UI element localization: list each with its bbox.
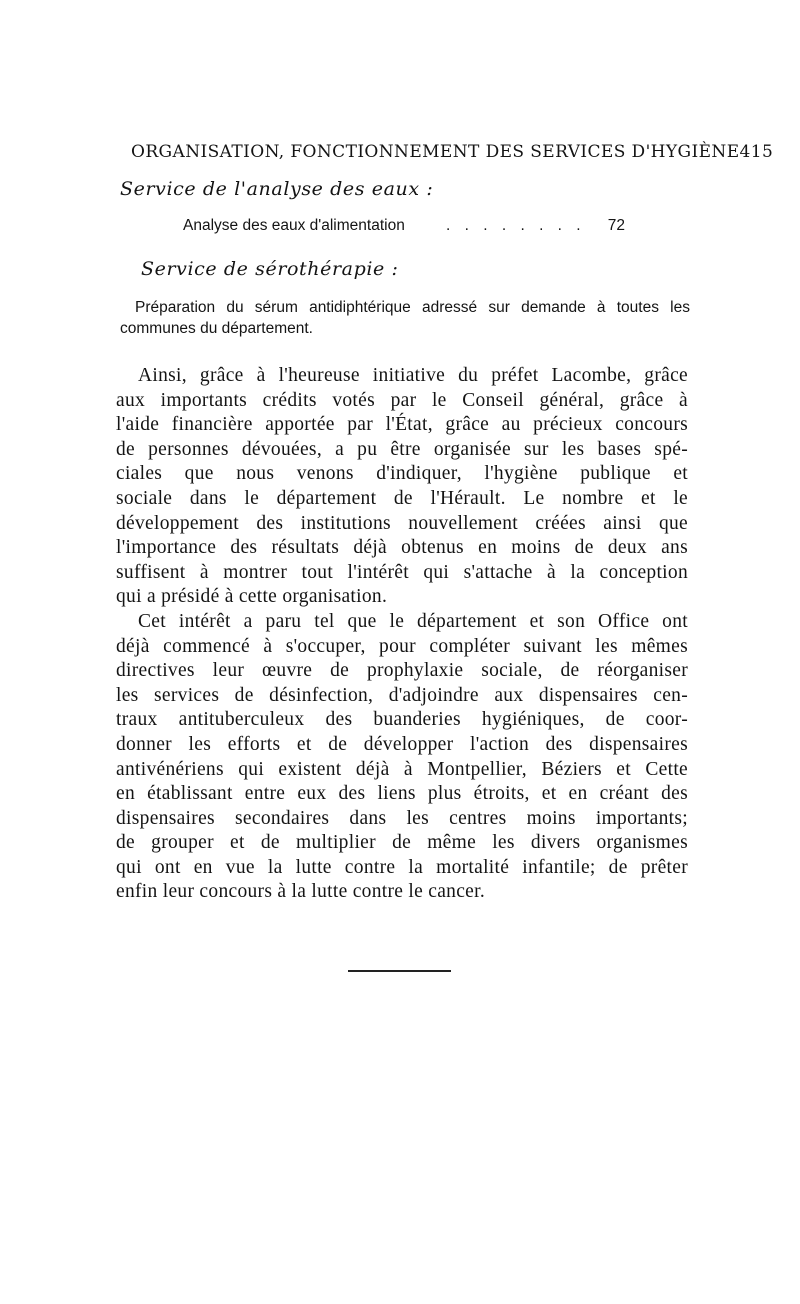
text-line: directives leur œuvre de prophylaxie sociale, de réorganiser: [116, 660, 688, 682]
service-entry-label: Analyse des eaux d'alimentation: [183, 217, 405, 234]
service-entry-value: 72: [607, 217, 625, 234]
text-line: traux antituberculeux des buanderies hygiéniques, de coor-: [116, 709, 688, 731]
text-line: donner les efforts et de développer l'action des dispensaires: [116, 733, 688, 755]
text-line: Cet intérêt a paru tel que le département et son Office ont: [138, 610, 688, 632]
note-line: Préparation du sérum antidiphtérique adressé sur demande à toutes les: [135, 299, 690, 316]
note-line: communes du département.: [120, 320, 313, 337]
dot-leader: . . . . . . . .: [446, 217, 586, 234]
running-head-title: ORGANISATION, FONCTIONNEMENT DES SERVICES D'HYGIÈNE: [131, 142, 740, 162]
service-entry: [183, 217, 625, 235]
text-line: qui a présidé à cette organisation.: [116, 586, 388, 608]
text-line: déjà commencé à s'occuper, pour compléter suivant les mêmes: [116, 635, 688, 657]
closing-rule: [348, 970, 451, 972]
running-head: [131, 142, 774, 162]
text-line: ciales que nous venons d'indiquer, l'hygiène publique et: [116, 463, 688, 485]
text-line: qui ont en vue la lutte contre la mortalité infantile; de prêter: [116, 856, 688, 878]
text-line: de grouper et de multiplier de même les divers organismes: [116, 832, 688, 854]
text-line: suffisent à montrer tout l'intérêt qui s'attache à la conception: [116, 561, 688, 583]
text-line: antivénériens qui existent déjà à Montpellier, Béziers et Cette: [116, 758, 688, 780]
text-line: aux importants crédits votés par le Conseil général, grâce à: [116, 389, 688, 411]
page-number: 415: [739, 142, 774, 162]
text-line: l'aide financière apportée par l'État, grâce au précieux concours: [116, 414, 688, 436]
body-text: [116, 364, 688, 905]
paragraph: [116, 364, 688, 610]
text-line: de personnes dévouées, a pu être organisée sur les bases spé-: [116, 438, 688, 460]
text-line: les services de désinfection, d'adjoindre aux dispensaires cen-: [116, 684, 688, 706]
text-line: dispensaires secondaires dans les centres moins importants;: [116, 807, 688, 829]
text-line: sociale dans le département de l'Hérault. Le nombre et le: [116, 487, 688, 509]
section-title-water-analysis: Service de l'analyse des eaux :: [120, 178, 434, 200]
text-line: Ainsi, grâce à l'heureuse initiative du préfet Lacombe, grâce: [138, 365, 688, 386]
serotherapy-note: [120, 297, 690, 339]
text-line: en établissant entre eux des liens plus étroits, et en créant des: [116, 783, 688, 805]
paragraph: [116, 610, 688, 905]
text-line: l'importance des résultats déjà obtenus en moins de deux ans: [116, 537, 688, 559]
section-title-serotherapy: Service de sérothérapie :: [141, 258, 399, 280]
text-line: développement des institutions nouvellement créées ainsi que: [116, 512, 688, 534]
text-line: enfin leur concours à la lutte contre le cancer.: [116, 881, 486, 903]
